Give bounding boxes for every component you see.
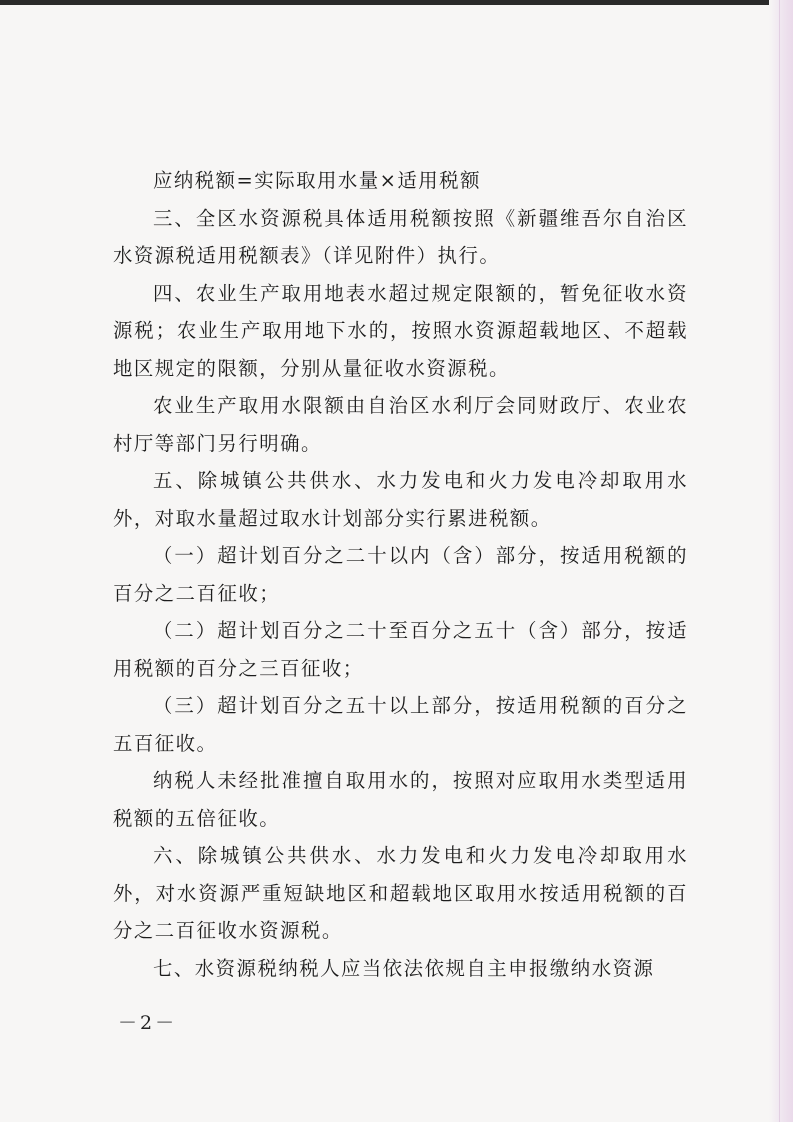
- paragraph-line: 外，对取水量超过取水计划部分实行累进税额。: [113, 506, 552, 530]
- paragraph-line: 用税额的百分之三百征收；: [113, 656, 364, 680]
- paragraph-line: 源税；农业生产取用地下水的，按照水资源超载地区、不超载: [113, 319, 688, 342]
- paragraph-line: 外，对水资源严重短缺地区和超载地区取用水按适用税额的百: [113, 881, 688, 905]
- paragraph-line: 税额的五倍征收。: [113, 806, 281, 830]
- paragraph-line: 五、除城镇公共供水、水力发电和火力发电冷却取用水: [153, 469, 688, 492]
- document-body: [113, 162, 688, 987]
- paragraph-line: 应纳税额=实际取用水量×适用税额: [153, 169, 481, 192]
- paragraph-line: 百分之二百征收；: [113, 581, 281, 605]
- paragraph-line: 农业生产取用水限额由自治区水利厅会同财政厅、农业农: [153, 394, 688, 417]
- paragraph-line: 六、除城镇公共供水、水力发电和火力发电冷却取用水: [153, 844, 688, 867]
- paragraph-line: 四、农业生产取用地表水超过规定限额的，暂免征收水资: [153, 281, 688, 305]
- page-right-edge: [769, 0, 793, 1122]
- paragraph-line: （三）超计划百分之五十以上部分，按适用税额的百分之: [153, 694, 688, 717]
- paragraph-line: 三、全区水资源税具体适用税额按照《新疆维吾尔自治区: [153, 206, 688, 230]
- paragraph-line: 五百征收。: [113, 731, 218, 755]
- page-number: －2－: [118, 1012, 178, 1034]
- paragraph-line: 分之二百征收水资源税。: [113, 919, 343, 942]
- paragraph-line: （二）超计划百分之二十至百分之五十（含）部分，按适: [153, 619, 688, 642]
- paragraph-line: 七、水资源税纳税人应当依法依规自主申报缴纳水资源: [153, 956, 655, 980]
- paragraph-line: 水资源税适用税额表》（详见附件）执行。: [113, 244, 501, 267]
- paragraph-line: 村厅等部门另行明确。: [113, 431, 322, 455]
- page-top-border: [0, 0, 793, 5]
- paragraph-line: 纳税人未经批准擅自取用水的，按照对应取用水类型适用: [153, 769, 688, 792]
- paragraph-line: 地区规定的限额，分别从量征收水资源税。: [113, 356, 510, 380]
- paragraph-line: （一）超计划百分之二十以内（含）部分，按适用税额的: [153, 544, 688, 567]
